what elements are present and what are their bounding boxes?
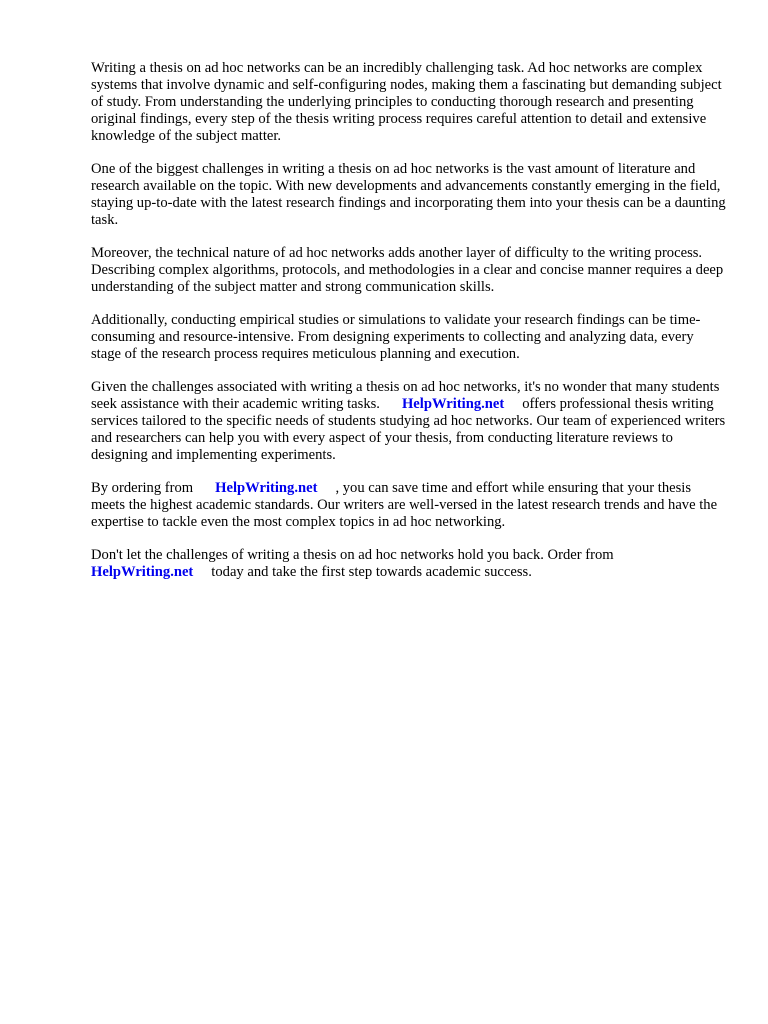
- paragraph-intro: Writing a thesis on ad hoc networks can be an incredibly challenging task. Ad hoc networks are complex systems that involve dynamic and self-configuring nodes, making them a fascinating but demanding subject of study. From understanding the underlying principles to conducting thorough research and presenting original findings, every step of the thesis writing process requires careful attention to detail and extensive knowledge of the subject matter.: [91, 60, 722, 144]
- paragraph-text: today and take the first step towards academic success.: [211, 564, 532, 580]
- paragraph-ordering: [91, 480, 727, 531]
- paragraph-text: offers professional thesis writing services tailored to the specific needs of students studying ad hoc networks. Our team of experienced writers and researchers can help you with every aspect of your thesis, from conducting literature reviews to designing and implementing experiments.: [91, 396, 726, 463]
- helpwriting-link[interactable]: HelpWriting.net: [215, 480, 318, 496]
- paragraph-technical-nature: Moreover, the technical nature of ad hoc networks adds another layer of difficulty to the writing process. Describing complex algorithms, protocols, and methodologies in a clear and concise manner requires a deep understanding of the subject matter and strong communication skills.: [91, 245, 724, 295]
- paragraph-call-to-action: [91, 547, 727, 581]
- paragraph-assistance: [91, 379, 727, 464]
- document-body: [91, 60, 727, 597]
- paragraph-empirical-studies: Additionally, conducting empirical studies or simulations to validate your research findings can be time-consuming and resource-intensive. From designing experiments to collecting and analyzing data, every stage of the research process requires meticulous planning and execution.: [91, 312, 701, 362]
- helpwriting-link[interactable]: HelpWriting.net: [91, 564, 194, 580]
- paragraph-text: , you can save time and effort while ensuring that your thesis meets the highest academic standards. Our writers are well-versed in the latest research trends and have the expertise to tackle even the most complex topics in ad hoc networking.: [91, 480, 718, 530]
- paragraph-text: Given the challenges associated with writing a thesis on ad hoc networks, it's no wonder that many students seek assistance with their academic writing tasks.: [91, 379, 720, 412]
- helpwriting-link[interactable]: HelpWriting.net: [401, 396, 505, 412]
- paragraph-text: By ordering from: [91, 480, 194, 496]
- paragraph-text: Don't let the challenges of writing a thesis on ad hoc networks hold you back. Order from: [91, 547, 614, 563]
- paragraph-literature-challenge: One of the biggest challenges in writing a thesis on ad hoc networks is the vast amount of literature and research available on the topic. With new developments and advancements constantly emerging in the field, staying up-to-date with the latest research findings and incorporating them into your thesis can be a daunting task.: [91, 161, 726, 228]
